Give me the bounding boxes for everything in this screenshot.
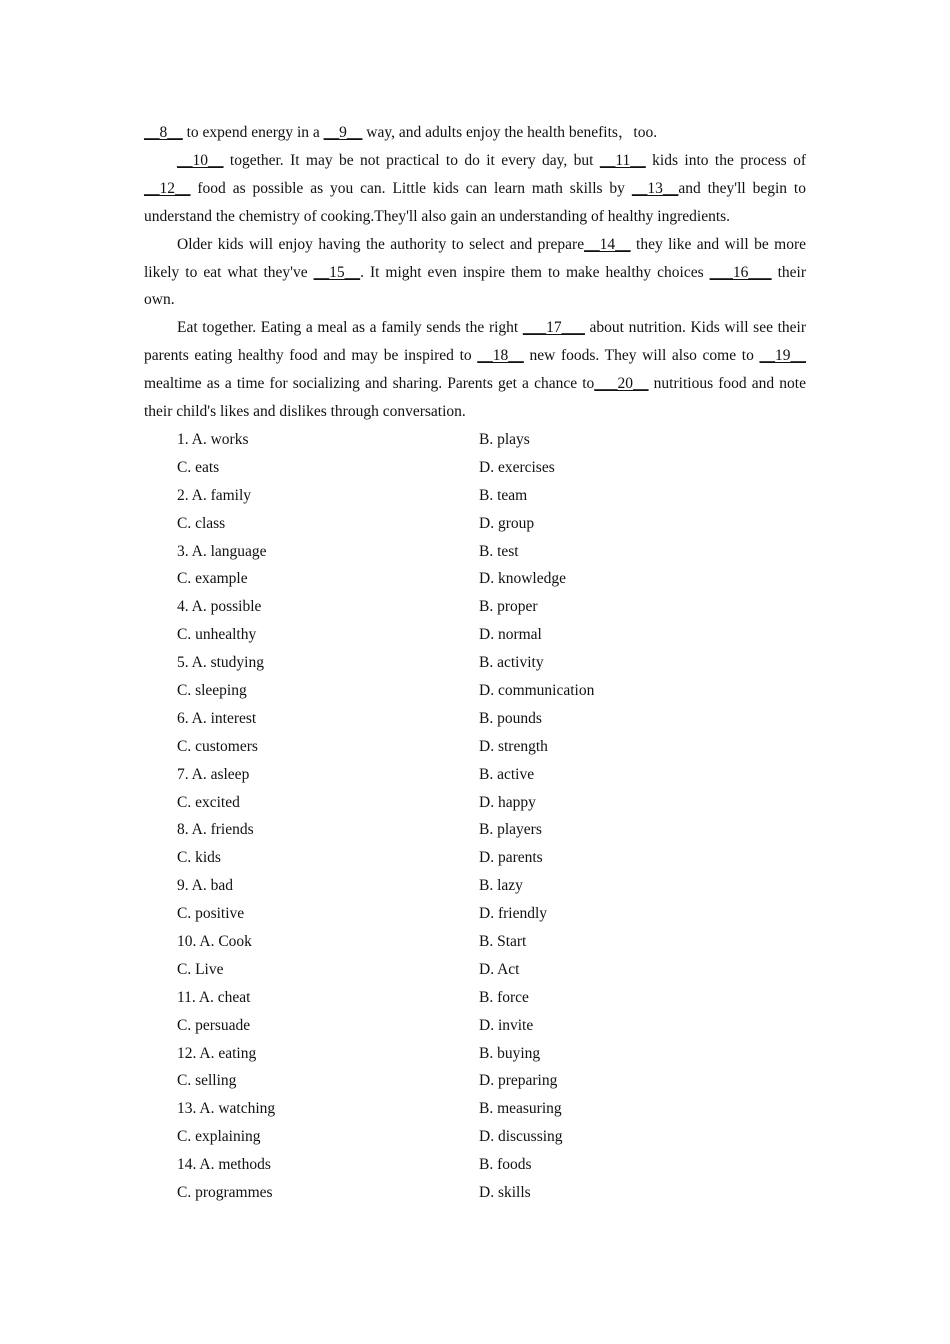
option-left: C. kids — [177, 849, 221, 867]
option-left: C. positive — [177, 905, 245, 923]
paragraph-text: mealtime as a time for socializing and sharing. Parents get a chance to — [144, 375, 595, 393]
answer-options — [144, 426, 806, 1207]
option-row — [144, 1012, 806, 1040]
option-right: B. force — [479, 988, 529, 1006]
blank-8: __8__ — [144, 124, 183, 141]
option-right: B. buying — [479, 1044, 541, 1062]
option-right: B. test — [479, 542, 519, 560]
option-right: B. lazy — [479, 877, 523, 895]
option-right: D. discussing — [479, 1128, 563, 1146]
option-right: B. measuring — [479, 1100, 562, 1118]
option-right: D. normal — [479, 626, 542, 644]
blank-18: __18__ — [477, 347, 524, 365]
option-right: B. Start — [479, 933, 527, 950]
option-row — [144, 956, 806, 984]
paragraph-text: Eat together. Eating a meal as a family sends the right — [177, 319, 523, 337]
blank-16: ___16___ — [709, 263, 772, 281]
paragraph-text: to expend energy in a — [182, 124, 324, 141]
option-right: D. exercises — [479, 458, 555, 476]
paragraph-text: they like and will be more likely to eat what they've — [144, 235, 806, 281]
option-left: 10. A. Cook — [177, 933, 252, 950]
option-left: C. persuade — [177, 1016, 251, 1034]
option-left: C. selling — [177, 1072, 237, 1090]
paragraph-text: and they'll begin to understand the chemistry of cooking.They'll also gain an understanding of healthy ingredients. — [144, 179, 806, 225]
option-row — [144, 1067, 806, 1095]
option-right: D. happy — [479, 793, 536, 811]
option-left: 7. A. asleep — [177, 765, 250, 783]
option-row — [144, 1151, 806, 1179]
option-row — [144, 649, 806, 677]
option-row — [144, 1040, 806, 1068]
option-right: D. invite — [479, 1016, 534, 1034]
option-row — [144, 565, 806, 593]
option-right: D. parents — [479, 849, 543, 867]
option-row — [144, 1123, 806, 1151]
option-row — [144, 928, 806, 956]
option-row — [144, 900, 806, 928]
paragraph-text: together. It may be not practical to do it every day, but — [223, 151, 600, 169]
option-right: D. Act — [479, 960, 520, 978]
option-left: 4. A. possible — [177, 598, 262, 616]
option-left: 9. A. bad — [177, 877, 233, 895]
blank-13: __13__ — [631, 179, 679, 197]
paragraph-text: food as possible as you can. Little kids can learn math skills by — [190, 179, 632, 197]
option-left: C. example — [177, 570, 248, 588]
blank-17: ___17___ — [522, 319, 585, 337]
blank-11: __11__ — [599, 151, 646, 169]
option-right: D. group — [479, 514, 535, 532]
paragraph-text: way, and adults enjoy the health benefits，too. — [362, 124, 658, 141]
option-left: 8. A. friends — [177, 821, 254, 839]
option-row — [144, 1179, 806, 1207]
blank-10: __10__ — [177, 151, 224, 169]
option-row — [144, 510, 806, 538]
option-left: C. sleeping — [177, 681, 247, 699]
option-row — [144, 984, 806, 1012]
paragraph-text: nutritious food and note their child's likes and dislikes through conversation. — [144, 375, 806, 421]
blank-15: __15__ — [313, 263, 361, 281]
option-row — [144, 538, 806, 566]
option-right: B. activity — [479, 654, 544, 672]
option-row — [144, 761, 806, 789]
option-left: C. programmes — [177, 1184, 273, 1202]
paragraph-text: Older kids will enjoy having the authority to select and prepare — [177, 235, 585, 253]
option-left: C. Live — [177, 960, 224, 978]
option-right: D. strength — [479, 737, 548, 755]
option-row — [144, 1095, 806, 1123]
option-row — [144, 733, 806, 761]
paragraph-text: about nutrition. Kids will see their parents eating healthy food and may be inspired to — [144, 319, 807, 365]
option-left: 11. A. cheat — [177, 988, 251, 1006]
option-left: C. excited — [177, 793, 240, 811]
option-right: B. foods — [479, 1156, 532, 1174]
option-left: C. explaining — [177, 1128, 261, 1146]
option-row — [144, 816, 806, 844]
option-row — [144, 426, 806, 454]
option-row — [144, 789, 806, 817]
option-row — [144, 593, 806, 621]
option-row — [144, 677, 806, 705]
paragraph-1 — [144, 119, 806, 147]
option-left: C. customers — [177, 737, 258, 755]
paragraph-text: kids into the process of — [645, 151, 806, 169]
option-row — [144, 621, 806, 649]
option-row — [144, 705, 806, 733]
blank-9: __9__ — [323, 124, 363, 141]
option-left: 1. A. works — [177, 430, 249, 448]
option-row — [144, 844, 806, 872]
option-right: D. preparing — [479, 1072, 558, 1090]
option-row — [144, 454, 806, 482]
option-left: C. unhealthy — [177, 626, 257, 644]
blank-20: ___20__ — [594, 375, 649, 393]
paragraph-4 — [144, 314, 806, 426]
option-right: D. skills — [479, 1184, 531, 1202]
option-right: D. communication — [479, 681, 595, 699]
option-right: B. team — [479, 486, 528, 504]
option-right: B. pounds — [479, 709, 542, 727]
option-right: B. plays — [479, 430, 530, 448]
option-left: 5. A. studying — [177, 654, 264, 672]
paragraph-2 — [144, 147, 806, 231]
option-left: 14. A. methods — [177, 1156, 271, 1174]
paragraph-text: their own. — [144, 263, 806, 309]
option-right: B. active — [479, 765, 535, 783]
blank-14: __14__ — [584, 235, 631, 253]
paragraph-text: new foods. They will also come to — [523, 347, 760, 365]
option-right: D. friendly — [479, 905, 548, 923]
paragraph-text: . It might even inspire them to make healthy choices — [360, 263, 710, 281]
option-left: 2. A. family — [177, 486, 252, 504]
blank-19: __19__ — [759, 347, 806, 365]
option-right: B. proper — [479, 598, 538, 616]
document-page — [144, 119, 806, 1207]
blank-12: __12__ — [144, 179, 191, 197]
option-left: 12. A. eating — [177, 1044, 257, 1062]
option-left: C. class — [177, 514, 226, 532]
paragraph-3 — [144, 231, 806, 315]
option-row — [144, 482, 806, 510]
option-right: D. knowledge — [479, 570, 566, 588]
option-left: 13. A. watching — [177, 1100, 276, 1118]
option-left: 6. A. interest — [177, 709, 257, 727]
option-row — [144, 872, 806, 900]
option-left: 3. A. language — [177, 542, 267, 560]
option-left: C. eats — [177, 458, 220, 476]
option-right: B. players — [479, 821, 542, 839]
